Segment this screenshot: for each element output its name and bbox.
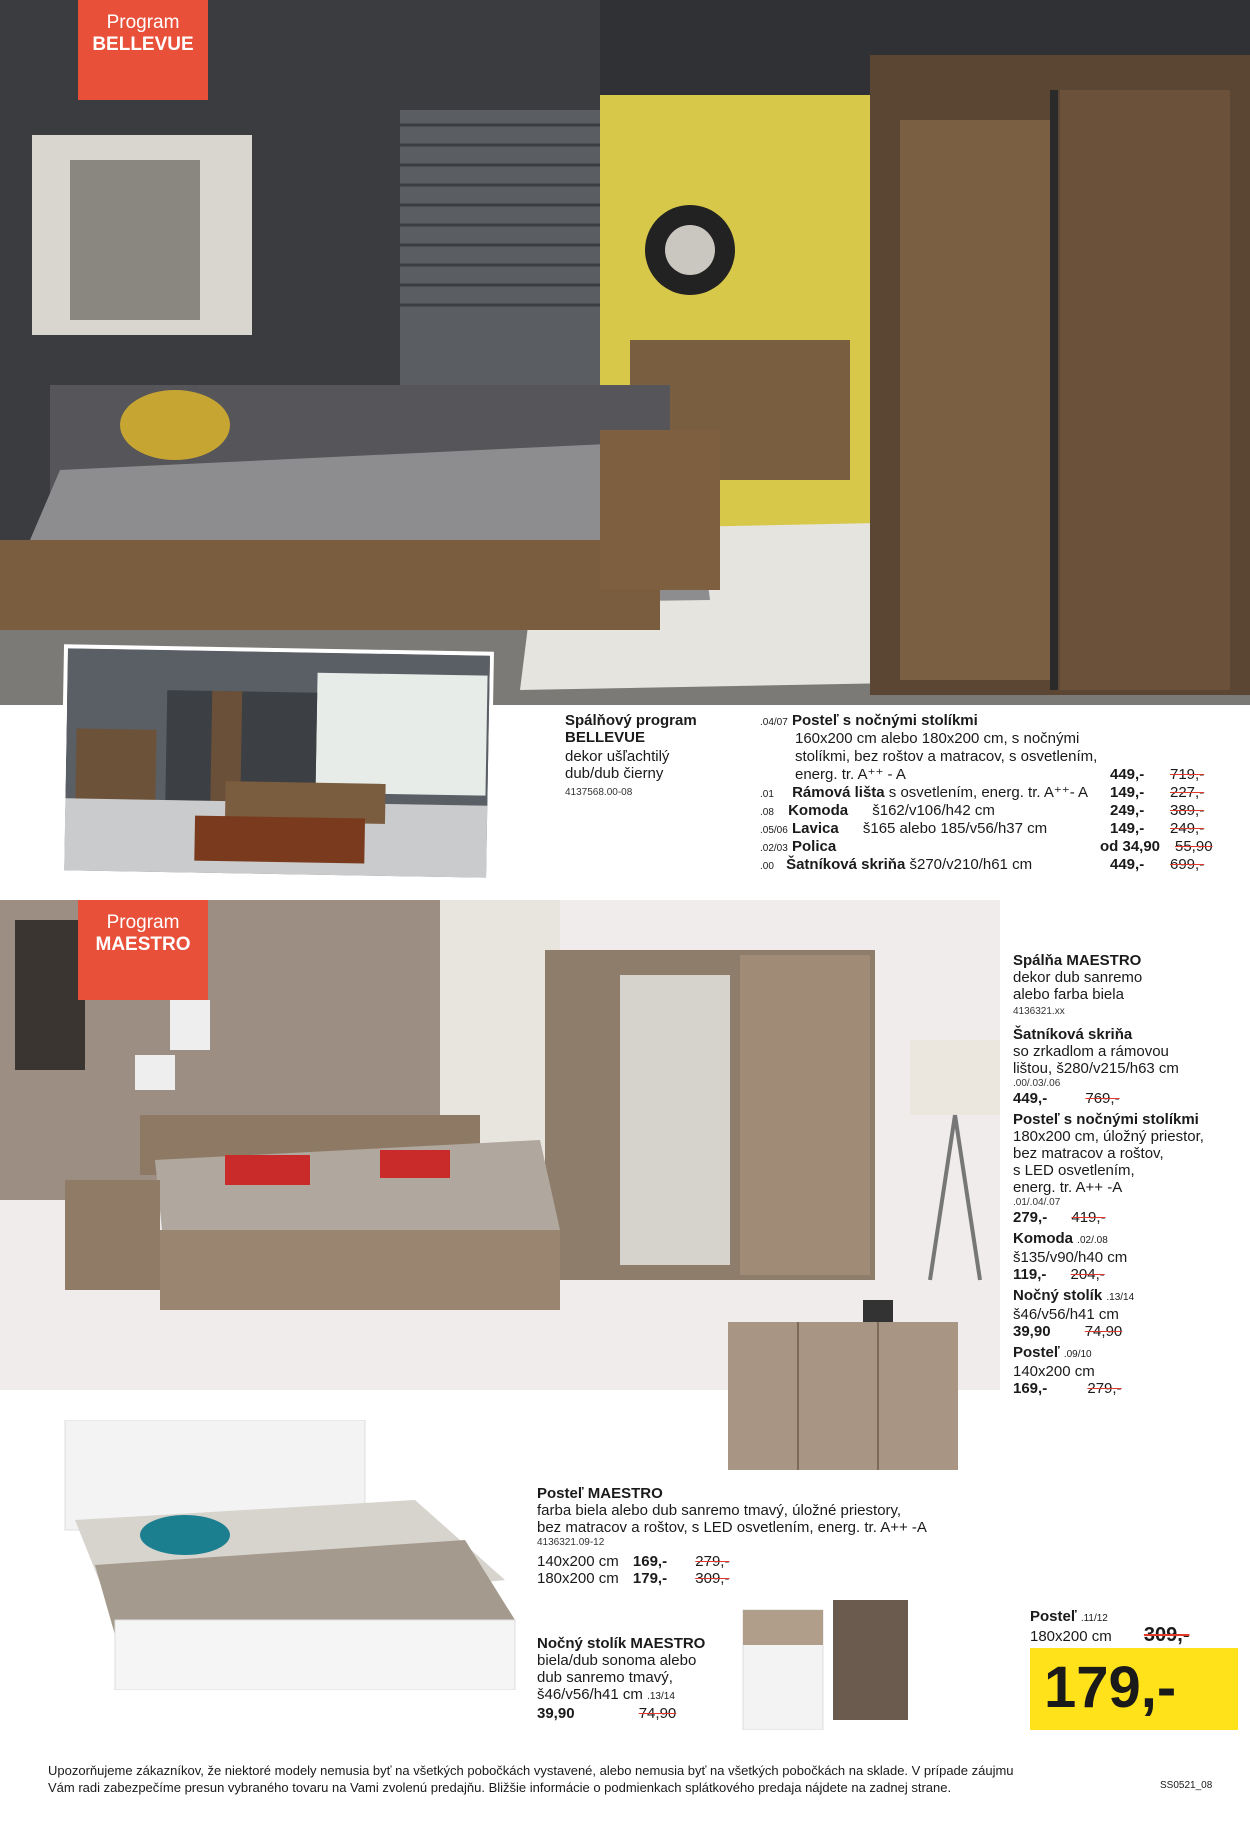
product-code: .13/14 [1106, 1292, 1135, 1303]
price-row [1013, 1323, 1243, 1340]
product-code: .02/.08 [1077, 1235, 1108, 1246]
bellevue-title: Spálňový program BELLEVUE [565, 712, 697, 746]
old-price: 419,- [1071, 1209, 1106, 1226]
bellevue-inset-photo [60, 644, 494, 881]
list-item: .01 Rámová lišta s osvetlením, energ. tr. A⁺⁺- A [760, 784, 1089, 801]
list-item: 160x200 cm alebo 180x200 cm, s nočnými [795, 730, 1080, 747]
price: 449,- [1013, 1090, 1048, 1107]
desc-line: energ. tr. A++ -A [1013, 1179, 1123, 1196]
price: 279,- [1013, 1209, 1048, 1226]
list-item: .08 Komoda š162/v106/h42 cm [760, 802, 995, 819]
nightstand-title: Nočný stolík MAESTRO [537, 1635, 706, 1652]
footer-disclaimer [48, 1762, 1228, 1796]
size-row [537, 1553, 1007, 1570]
product-code: 4136321.09-12 [537, 1537, 605, 1548]
tag-line2: MAESTRO [95, 934, 191, 955]
bed2-block [1013, 1344, 1243, 1363]
maestro-nightstand-block [537, 1635, 737, 1722]
price: 149,- [1110, 784, 1145, 801]
list-item: .04/07 Posteľ s nočnými stolíkmi [760, 712, 978, 729]
footer-line: Upozorňujeme zákazníkov, že niektoré modely nemusia byť na všetkých pobočkách vystavené, alebo nemusia byť na všetkých pobočkách na sklade. V prípade záujmu [48, 1763, 1014, 1778]
desc-line: farba biela alebo dub sanremo tmavý, úložné priestory, [537, 1502, 902, 1519]
list-item: .00 Šatníková skriňa š270/v210/h61 cm [760, 856, 1033, 873]
desc-line: dub/dub čierny [565, 765, 664, 782]
desc-line: dub sanremo tmavý, [537, 1669, 673, 1686]
price: 449,- [1110, 766, 1145, 783]
desc-line: 180x200 cm, úložný priestor, [1013, 1128, 1204, 1145]
desc-line: š46/v56/h41 cm .13/14 [537, 1686, 675, 1703]
product-code: .09/10 [1063, 1349, 1092, 1360]
old-price: 74,90 [638, 1705, 677, 1722]
bellevue-desc [565, 748, 735, 799]
maestro-title: Spálňa MAESTRO [1013, 952, 1142, 969]
old-price: 204,- [1070, 1266, 1105, 1283]
product-code: .01/.04/.07 [1013, 1197, 1061, 1208]
old-price: 699,- [1170, 856, 1205, 873]
desc-line: š46/v56/h41 cm [1013, 1306, 1119, 1323]
product-code: 4136321.xx [1013, 1006, 1065, 1017]
highlight-size-row [1030, 1624, 1240, 1646]
old-price: 74,90 [1084, 1323, 1123, 1340]
price: 249,- [1110, 802, 1145, 819]
highlight-name: Posteľ [1030, 1608, 1077, 1625]
desc-line: dekor dub sanremo [1013, 969, 1143, 986]
program-tag-maestro [78, 900, 208, 1000]
price-row [537, 1705, 737, 1722]
program-tag-bellevue [78, 0, 208, 100]
desc-line: bez matracov a roštov, [1013, 1145, 1164, 1162]
desc-line: so zrkadlom a rámovou [1013, 1043, 1169, 1060]
nightstand-block [1013, 1287, 1243, 1306]
page-code: SS0521_08 [1160, 1780, 1213, 1791]
price: 179,- [632, 1570, 668, 1587]
desc-line: š135/v90/h40 cm [1013, 1249, 1128, 1266]
bellevue-price-list [760, 712, 1230, 882]
desc-line: dekor ušľachtilý [565, 748, 670, 765]
desc-line: s LED osvetlením, [1013, 1162, 1135, 1179]
highlight-size: 180x200 cm [1030, 1628, 1112, 1645]
list-item: stolíkmi, bez roštov a matracov, s osvetlením, [795, 748, 1098, 765]
wardrobe-name: Šatníková skriňa [1013, 1026, 1133, 1043]
dresser-name: Komoda [1013, 1230, 1073, 1247]
old-price: 279,- [1087, 1380, 1122, 1397]
product-code: 4137568.00-08 [565, 787, 633, 798]
product-code: .11/12 [1080, 1613, 1108, 1624]
bed2-name: Posteľ [1013, 1344, 1060, 1361]
old-price: 309,- [1143, 1624, 1190, 1646]
price: 169,- [632, 1553, 668, 1570]
price-row [1013, 1209, 1243, 1226]
highlight-price: 179,- [1044, 1655, 1177, 1720]
tag-line1: Program [106, 912, 180, 933]
product-code: .13/14 [647, 1691, 675, 1702]
highlight-price-badge [1030, 1648, 1238, 1730]
list-item: .02/03 Polica [760, 838, 837, 855]
tag-line2: BELLEVUE [92, 34, 194, 55]
size: 140x200 cm [537, 1553, 619, 1570]
old-price: 719,- [1170, 766, 1205, 783]
footer-line: Vám radi zabezpečíme presun vybraného tovaru na Vami zvolenú predajňu. Bližšie informácie o podmienkach splátkového predaja nájdete na zadnej strane. [48, 1780, 952, 1795]
maestro-dresser-photo [728, 1300, 958, 1470]
old-price: 769,- [1085, 1090, 1120, 1107]
product-code: .00/.03/.06 [1013, 1078, 1061, 1089]
price: 169,- [1013, 1380, 1048, 1397]
maestro-bed-block [537, 1485, 1007, 1587]
desc-line: 140x200 cm [1013, 1363, 1095, 1380]
maestro-bed-title: Posteľ MAESTRO [537, 1485, 663, 1502]
old-price: 55,90 [1175, 838, 1213, 855]
price: 449,- [1110, 856, 1145, 873]
price: 39,90 [537, 1705, 575, 1722]
size-row [537, 1570, 1007, 1587]
old-price: 309,- [695, 1570, 730, 1587]
highlight-name-row [1030, 1608, 1240, 1627]
old-price: 279,- [695, 1553, 730, 1570]
maestro-right-column [1013, 952, 1243, 1397]
maestro-nightstand-photo [738, 1580, 908, 1730]
maestro-white-bed-photo [55, 1420, 525, 1690]
nightstand-name: Nočný stolík [1013, 1287, 1103, 1304]
price: 149,- [1110, 820, 1145, 837]
desc-line: biela/dub sonoma alebo [537, 1652, 697, 1669]
old-price: 227,- [1170, 784, 1205, 801]
desc-line: alebo farba biela [1013, 986, 1124, 1003]
price-row [1013, 1090, 1243, 1107]
price-row [1013, 1380, 1243, 1397]
list-item: .05/06 Lavica š165 alebo 185/v56/h37 cm [760, 820, 1048, 837]
desc-line: bez matracov a roštov, s LED osvetlením, energ. tr. A++ -A [537, 1519, 927, 1536]
price: od 34,90 [1100, 838, 1161, 855]
price: 39,90 [1013, 1323, 1051, 1340]
bed-name: Posteľ s nočnými stolíkmi [1013, 1111, 1199, 1128]
price-row [1013, 1266, 1243, 1283]
price: 119,- [1013, 1266, 1047, 1283]
list-item: energ. tr. A⁺⁺ - A [795, 766, 906, 783]
dresser-block [1013, 1230, 1243, 1249]
old-price: 249,- [1170, 820, 1205, 837]
desc-line: lištou, š280/v215/h63 cm [1013, 1060, 1179, 1077]
size: 180x200 cm [537, 1570, 619, 1587]
old-price: 389,- [1170, 802, 1205, 819]
bellevue-room-photo [0, 0, 1250, 705]
tag-line1: Program [106, 12, 180, 33]
highlight-offer [1030, 1608, 1240, 1645]
